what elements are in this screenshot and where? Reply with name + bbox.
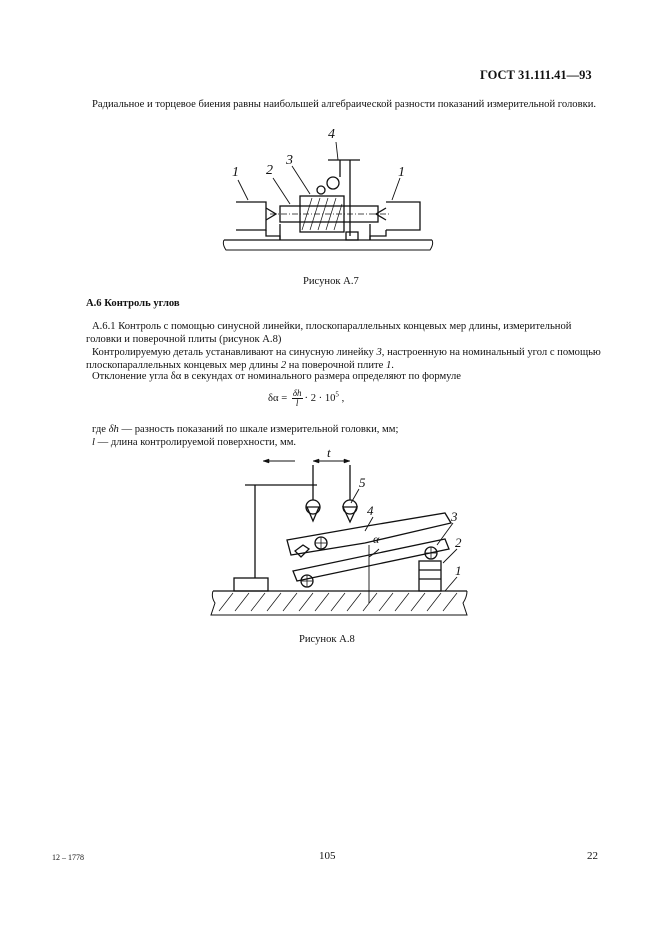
footer-page-number: 105 (319, 850, 336, 862)
formula-denominator: l (295, 398, 299, 408)
where-text-dh: — разность показаний по шкале измерительной головки, мм; (118, 424, 399, 435)
figure-a8-label-2: 2 (455, 535, 462, 550)
figure-a8-dim-t: t (327, 445, 331, 460)
paragraph-setup (86, 346, 602, 372)
paragraph-setup-part-a: Контролируемую деталь устанавливают на синусную линейку (92, 347, 377, 358)
formula-tail: , (338, 392, 345, 404)
figure-a8-caption: Рисунок А.8 (299, 634, 355, 645)
paragraph-runout-text: Радиальное и торцевое биения равны наибольшей алгебраической разности показаний измерительной головки. (92, 99, 597, 110)
figure-a7-label-1-right: 1 (398, 165, 405, 180)
section-title: А.6 Контроль углов (86, 298, 180, 309)
formula-lhs: δα = (268, 392, 290, 404)
figure-a7-caption: Рисунок А.7 (303, 276, 359, 287)
paragraph-setup-ref-1: 1 (385, 360, 392, 371)
figure-a7-label-1-left: 1 (232, 165, 239, 180)
paragraph-deviation-text: Отклонение угла δα в секундах от номинального размера определяют по формуле (92, 371, 461, 382)
figure-a8-label-4: 4 (367, 503, 374, 518)
where-line-1: где δh — разность показаний по шкале измерительной головки, мм; (92, 424, 399, 435)
figure-a7-label-4: 4 (328, 127, 335, 142)
formula-angle-deviation (268, 389, 344, 408)
paragraph-runout (86, 98, 602, 111)
paragraph-setup-part-b: , настроенную на номинальный угол с помощью плоскопараллельных концевых мер длины (86, 347, 601, 371)
paragraph-a61 (86, 320, 602, 346)
paragraph-a61-text: А.6.1 Контроль с помощью синусной линейки, плоскопараллельных концевых мер длины, измерительной головки и поверочной плиты (рисунок А.8) (86, 321, 572, 345)
figure-a8-label-3: 3 (451, 509, 458, 524)
paragraph-deviation (86, 370, 602, 383)
figure-a8-label-1: 1 (455, 563, 462, 578)
paragraph-setup-ref-3: 3 (376, 347, 382, 358)
where-text-l: — длина контролируемой поверхности, мм. (94, 437, 297, 448)
where-symbol-l: l (92, 437, 95, 448)
figure-a8-drawing (205, 445, 470, 625)
formula-fraction (292, 389, 303, 408)
figure-a8-angle-alpha: α (373, 532, 380, 546)
where-symbol-dh: δh (108, 424, 119, 435)
document-standard-number: ГОСТ 31.111.41—93 (480, 68, 592, 82)
paragraph-setup-part-c: на поверочной плите (286, 360, 386, 371)
formula-numerator: δh (292, 388, 302, 398)
formula-exponent: 5 (335, 390, 339, 399)
paragraph-setup-part-d: . (391, 360, 394, 371)
figure-a8-label-5: 5 (359, 475, 366, 490)
formula-rhs: · 2 · 10 (304, 392, 336, 404)
footer-print-code: 12 – 1778 (52, 853, 84, 862)
paragraph-setup-ref-2: 2 (280, 360, 287, 371)
footer-sheet-number: 22 (587, 850, 598, 862)
figure-a7-label-3: 3 (286, 153, 293, 168)
figure-a7-label-2: 2 (266, 163, 273, 178)
figure-a7-drawing (220, 120, 440, 260)
